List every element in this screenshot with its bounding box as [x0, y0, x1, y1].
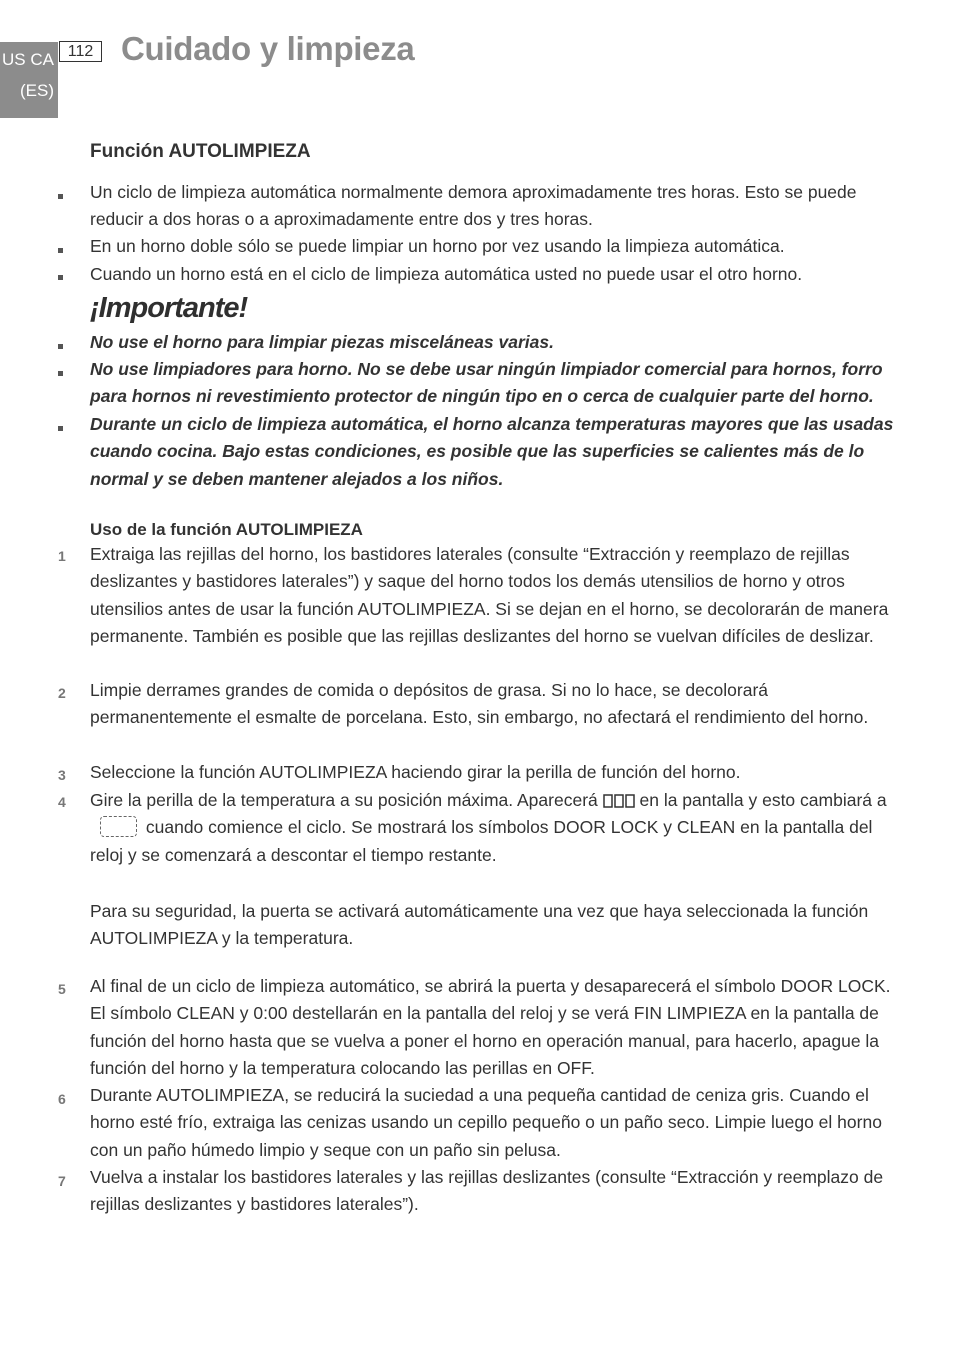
bullet-marker — [58, 275, 63, 280]
page-title: Cuidado y limpieza — [121, 30, 415, 67]
warning-item: No use limpiadores para horno. No se debe usar ningún limpiador comercial para hornos, forro para hornos ni revestimiento protector de ningún tipo en o cerca de cualquier parte del horno. — [90, 359, 883, 407]
list-item: Un ciclo de limpieza automática normalmente demora aproximadamente tres horas. Esto se puede reducir a dos horas o a aproximadamente entre dos y tres horas. — [90, 182, 857, 230]
section-heading: Función AUTOLIMPIEZA — [90, 141, 311, 162]
list-item: Cuando un horno está en el ciclo de limpieza automática usted no puede usar el otro horno. — [90, 264, 803, 284]
page-number: 112 — [59, 41, 102, 62]
bullet-marker — [58, 426, 63, 431]
step-text: Vuelva a instalar los bastidores laterales y las rejillas deslizantes (consulte “Extracción y reemplazo de rejillas deslizantes y bastidores laterales”). — [90, 1167, 884, 1215]
bullet-marker — [58, 371, 63, 376]
step-text: Seleccione la función AUTOLIMPIEZA haciendo girar la perilla de función del horno. — [90, 762, 741, 782]
step-number: 2 — [58, 685, 66, 701]
warning-item: Durante un ciclo de limpieza automática, el horno alcanza temperaturas mayores que las usadas cuando cocina. Bajo estas condiciones, es posible que las superficies se calientes más de lo normal y se deben mantener alejados a los niños. — [90, 414, 894, 489]
subsection-heading: Uso de la función AUTOLIMPIEZA — [90, 520, 363, 539]
step-number: 5 — [58, 981, 66, 997]
step-text-part: Gire la perilla de la temperatura a su posición máxima. Aparecerá — [90, 790, 598, 810]
dashed-display-icon — [100, 816, 137, 837]
step-number: 7 — [58, 1173, 66, 1189]
step-text — [90, 787, 900, 869]
step-text: Durante AUTOLIMPIEZA, se reducirá la suciedad a una pequeña cantidad de ceniza gris. Cuando el horno esté frío, extraiga las cenizas usando un cepillo pequeño o un paño seco. Limpie luego el horno con un paño húmedo limpio y seque con un paño sin pelusa. — [90, 1085, 882, 1160]
step-number: 1 — [58, 548, 66, 564]
safety-note: Para su seguridad, la puerta se activará automáticamente una vez que haya seleccionada la función AUTOLIMPIEZA y la temperatura. — [90, 901, 869, 949]
step-number: 4 — [58, 794, 66, 810]
list-item: En un horno doble sólo se puede limpiar un horno por vez usando la limpieza automática. — [90, 236, 785, 256]
step-text-part: en la pantalla y esto cambiará a — [639, 790, 887, 810]
step-text: Extraiga las rejillas del horno, los bastidores laterales (consulte “Extracción y reemplazo de rejillas deslizantes y bastidores laterales”) y saque del horno todos los demás utensilios de horno y otros utensilios antes de usar la función AUTOLIMPIEZA. Si se dejan en el horno, se decolorarán de manera permanente. También es posible que las rejillas deslizantes del horno se vuelvan difíciles de deslizar. — [90, 544, 889, 646]
lcd-segment-icon — [603, 794, 635, 808]
step-text: Al final de un ciclo de limpieza automático, se abrirá la puerta y desaparecerá el símbolo DOOR LOCK. El símbolo CLEAN y 0:00 destellarán en la pantalla del reloj y se verá FIN LIMPIEZA en la pantalla de función del horno hasta que se vuelva a poner el horno en operación manual, para hacerlo, apague la función del horno y la temperatura colocando las perillas en OFF. — [90, 976, 891, 1078]
step-number: 3 — [58, 767, 66, 783]
bullet-marker — [58, 194, 63, 199]
region-code: US CA — [2, 50, 54, 69]
region-tab — [0, 42, 58, 118]
language-code: (ES) — [20, 81, 54, 100]
step-number: 6 — [58, 1091, 66, 1107]
bullet-marker — [58, 344, 63, 349]
important-heading: ¡Importante! — [90, 292, 248, 324]
bullet-marker — [58, 248, 63, 253]
step-text: Limpie derrames grandes de comida o depósitos de grasa. Si no lo hace, se decolorará permanentemente el esmalte de porcelana. Esto, sin embargo, no afectará el rendimiento del horno. — [90, 680, 869, 728]
warning-item: No use el horno para limpiar piezas misceláneas varias. — [90, 332, 554, 352]
step-text-part: cuando comience el ciclo. Se mostrará los símbolos DOOR LOCK y CLEAN en la pantalla del reloj y se comenzará a descontar el tiempo restante. — [90, 817, 873, 865]
